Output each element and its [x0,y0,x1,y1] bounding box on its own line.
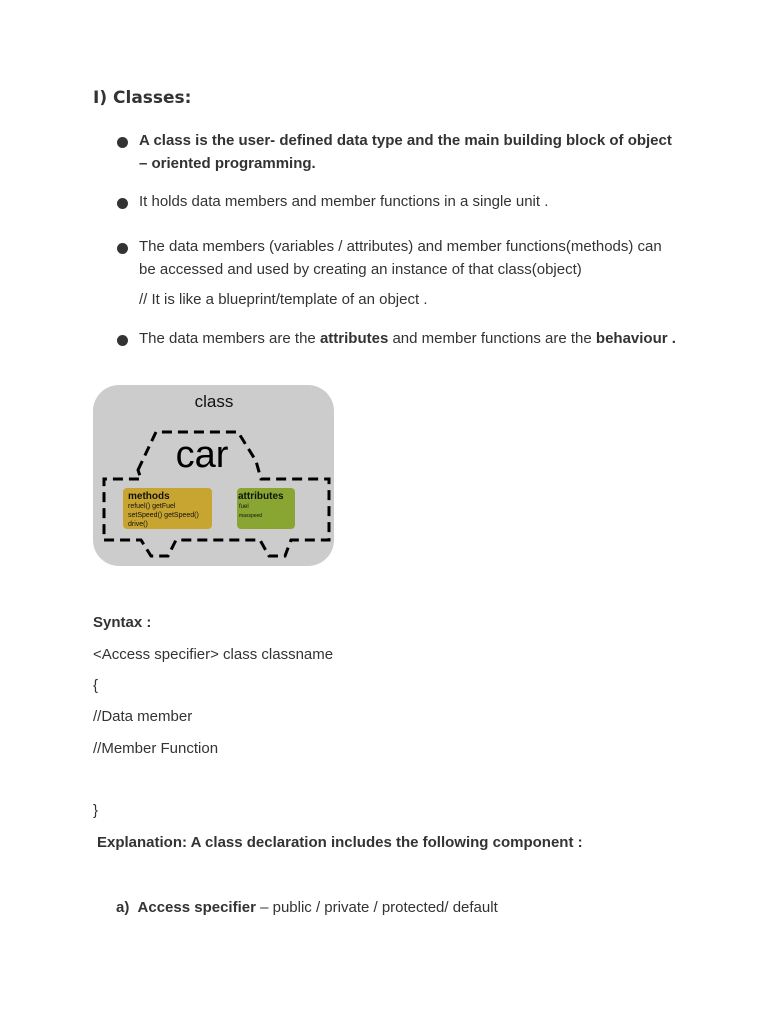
section-heading: I) Classes: [93,88,192,108]
bullet-class-definition [116,130,676,175]
attributes-title: attributes [238,491,284,502]
bullet-access-members [116,236,676,281]
text-part: The data members are the [139,330,320,347]
bullet-dot [117,137,128,148]
class-car-diagram [93,385,334,566]
explanation-heading: Explanation: A class declaration includes the following component : [97,834,583,851]
attributes-line: maxspeed [239,513,263,519]
blueprint-note: // It is like a blueprint/template of an object . [139,291,428,308]
syntax-line: //Data member [93,708,193,725]
attributes-line: fuel [239,504,249,510]
bullet-text [139,328,676,351]
behaviour-term: behaviour . [595,330,676,347]
methods-line: refuel() getFuel [128,503,176,510]
access-specifier-values: – public / private / protected/ default [255,899,498,916]
access-specifier-term: Access specifier [137,899,256,916]
syntax-line: <Access specifier> class classname [93,646,334,663]
list-marker: a) [116,899,130,916]
syntax-close-brace: } [93,802,99,819]
bullet-text: It holds data members and member functions in a single unit . [139,193,549,210]
attributes-term: attributes [319,330,389,347]
object-name: car [175,434,229,476]
bullet-holds-members [116,191,676,214]
syntax-open-brace: { [93,677,99,694]
methods-line: setSpeed() getSpeed() [128,512,199,519]
list-item-access-specifier [116,899,498,916]
bullet-attributes-behaviour [116,328,676,351]
methods-title: methods [128,491,170,502]
bullet-dot [117,243,128,254]
syntax-line: //Member Function [93,740,219,757]
diagram-title: class [194,392,234,411]
bullet-dot [117,198,128,209]
text-part: and member functions are the [388,330,596,347]
bullet-text: A class is the user- defined data type and the main building block of object – oriented programming. [139,132,672,172]
syntax-label: Syntax : [93,614,152,631]
bullet-dot [117,335,128,346]
bullet-text: The data members (variables / attributes) and member functions(methods) can be accessed and used by creating an instance of that class(object) [139,238,662,278]
methods-line: drive() [128,521,148,528]
